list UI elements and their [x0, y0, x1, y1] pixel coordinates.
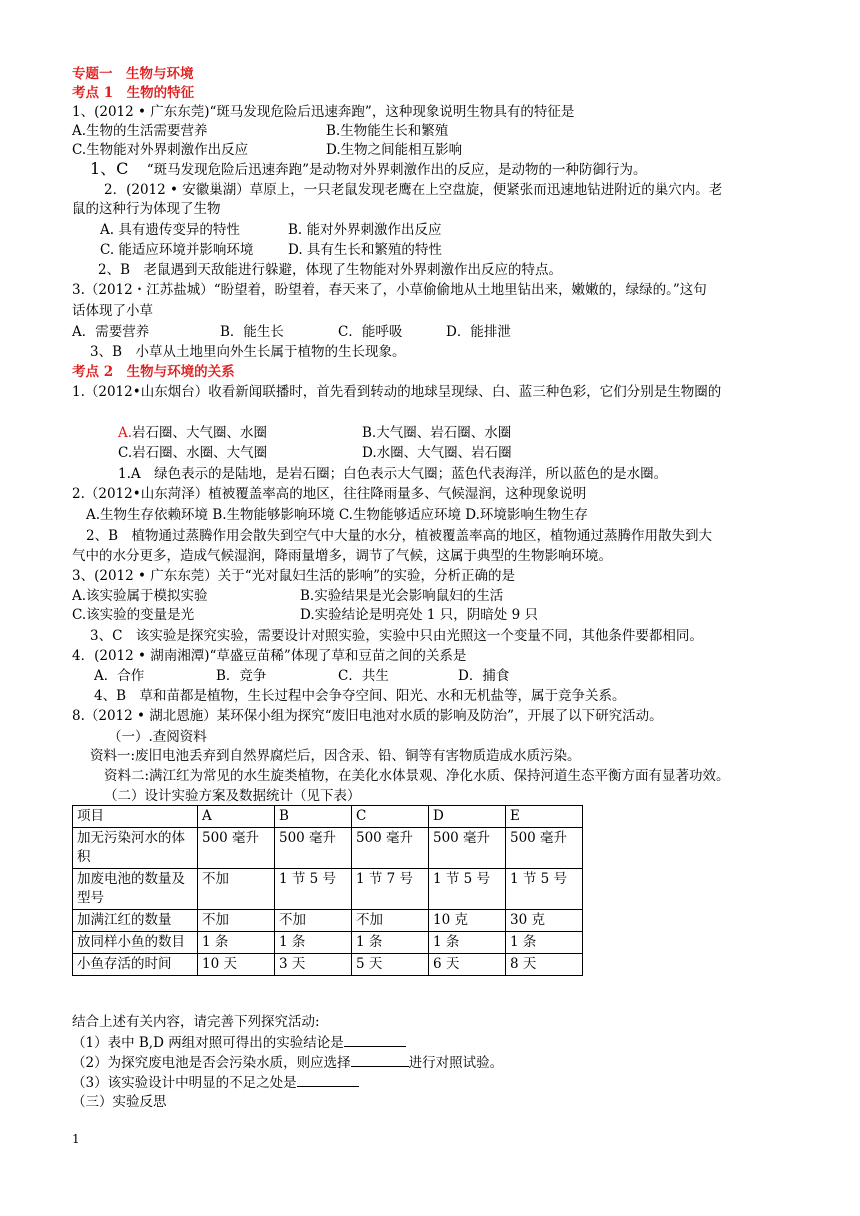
table-cell: 小鱼存活的时间 — [73, 954, 198, 976]
table-header-cell: D — [429, 806, 506, 828]
q6-answer: 3、C 该实验是探究实验，需要设计对照实验，实验中只由光照这一个变量不同，其他条件要都相同。 — [90, 628, 703, 644]
q3-option-a: A．需要营养 — [72, 324, 150, 340]
q8-sub-question-1 — [72, 1032, 406, 1053]
q1-answer-number: 1、C — [90, 159, 129, 178]
q4-stem: 1.（2012•山东烟台）收看新闻联播时，首先看到转动的地球呈现绿、白、蓝三种色彩，它们分别是生物圈的 — [72, 384, 722, 400]
table-cell: 加满江红的数量 — [73, 910, 198, 932]
q2-stem-1: 2．(2012 • 安徽巢湖）草原上，一只老鼠发现老鹰在上空盘旋，便紧张而迅速地钻进附近的巢穴内。老 — [104, 182, 723, 198]
q8-part-2: （二）设计实验方案及数据统计（见下表） — [104, 788, 361, 804]
q1-option-d: D.生物之间能相互影响 — [326, 142, 463, 158]
answer-blank-3[interactable] — [297, 1072, 359, 1087]
table-cell: 8 天 — [506, 954, 583, 976]
table-row — [73, 910, 583, 932]
table-cell: 500 毫升 — [352, 828, 429, 869]
page-number: 1 — [72, 1132, 80, 1146]
q2-option-b: B. 能对外界刺激作出反应 — [288, 222, 442, 238]
table-cell: 500 毫升 — [198, 828, 275, 869]
table-header-cell: 项目 — [73, 806, 198, 828]
q1-answer-text: “斑马发现危险后迅速奔跑”是动物对外界刺激作出的反应，是动物的一种防御行为。 — [146, 162, 647, 178]
q8-sub-question-1-text: （1）表中 B,D 两组对照可得出的实验结论是 — [72, 1035, 344, 1051]
q8-sub-question-3 — [72, 1072, 359, 1093]
table-cell: 1 节 5 号 — [429, 869, 506, 910]
q6-option-b: B.实验结果是光会影响鼠妇的生活 — [300, 588, 504, 604]
q8-sub-question-2-tail: 进行对照试验。 — [408, 1055, 504, 1071]
q7-option-a: A．合作 — [94, 668, 145, 684]
q5-options: A.生物生存依赖环境 B.生物能够影响环境 C.生物能够适应环境 D.环境影响生物生存 — [86, 507, 588, 523]
table-cell: 1 节 5 号 — [275, 869, 352, 910]
q4-option-a — [118, 423, 267, 443]
q3-stem-1: 3.（2012・江苏盐城）“盼望着，盼望着，春天来了，小草偷偷地从土地里钻出来，嫩嫩的，绿绿的。”这句 — [72, 282, 707, 298]
q6-option-d: D.实验结论是明亮处 1 只，阴暗处 9 只 — [300, 607, 538, 623]
table-cell: 1 条 — [275, 932, 352, 954]
q2-option-a: A. 具有遗传变异的特性 — [100, 222, 240, 238]
table-cell: 500 毫升 — [275, 828, 352, 869]
q3-stem-2: 话体现了小草 — [72, 303, 153, 319]
table-header-cell: B — [275, 806, 352, 828]
table-row — [73, 828, 583, 869]
table-cell: 加废电池的数量及型号 — [73, 869, 198, 910]
q8-part-3: （三）实验反思 — [72, 1094, 167, 1110]
q1-stem: 1、(2012 • 广东东莞)“斑马发现危险后迅速奔跑”，这种现象说明生物具有的特征是 — [72, 104, 575, 120]
q4-option-b: B.大气圈、岩石圈、水圈 — [362, 425, 512, 441]
table-row — [73, 932, 583, 954]
table-cell: 3 天 — [275, 954, 352, 976]
q5-answer-2: 气中的水分更多，造成气候湿润，降雨量增多，调节了气候，这属于典型的生物影响环境。 — [72, 548, 612, 564]
table-row — [73, 869, 583, 910]
table-cell: 1 节 7 号 — [352, 869, 429, 910]
q8-material-2: 资料二:满江红为常见的水生旋类植物，在美化水体景观、净化水质、保持河道生态平衡方面有显著功效。 — [104, 768, 730, 784]
table-cell: 10 克 — [429, 910, 506, 932]
table-cell: 不加 — [352, 910, 429, 932]
q8-stem: 8.（2012 • 湖北恩施）某环保小组为探究“废旧电池对水质的影响及防治”，开展了以下研究活动。 — [72, 708, 663, 724]
section-heading-2: 考点 2 生物与环境的关系 — [72, 364, 235, 380]
section-heading-1: 考点 1 生物的特征 — [72, 85, 195, 101]
q3-option-b: B．能生长 — [220, 324, 284, 340]
table-cell: 不加 — [198, 910, 275, 932]
table-cell: 1 条 — [506, 932, 583, 954]
table-cell: 10 天 — [198, 954, 275, 976]
q7-option-c: C．共生 — [338, 668, 389, 684]
q2-option-d: D. 具有生长和繁殖的特性 — [288, 242, 442, 258]
q1-option-a: A.生物的生活需要营养 — [72, 123, 208, 139]
q6-option-a: A.该实验属于模拟实验 — [72, 588, 208, 604]
q6-stem: 3、(2012 • 广东东莞）关于“光对鼠妇生活的影响”的实验，分析正确的是 — [72, 568, 516, 584]
q8-sub-question-3-text: （3）该实验设计中明显的不足之处是 — [72, 1075, 297, 1091]
q5-stem: 2.（2012•山东菏泽）植被覆盖率高的地区，往往降雨量多、气候湿润，这种现象说明 — [72, 486, 587, 502]
table-header-cell: C — [352, 806, 429, 828]
q3-answer: 3、B 小草从土地里向外生长属于植物的生长现象。 — [90, 344, 406, 360]
experiment-table — [72, 805, 583, 976]
table-cell: 1 条 — [198, 932, 275, 954]
q2-option-c: C. 能适应环境并影响环境 — [100, 242, 254, 258]
table-header-cell: E — [506, 806, 583, 828]
q8-sub-question-2 — [72, 1052, 503, 1073]
table-cell: 加无污染河水的体积 — [73, 828, 198, 869]
table-row — [73, 954, 583, 976]
table-cell: 500 毫升 — [429, 828, 506, 869]
q4-option-a-text: 岩石圈、大气圈、水圈 — [132, 425, 268, 441]
q4-option-c: C.岩石圈、水圈、大气圈 — [118, 445, 268, 461]
table-cell: 5 天 — [352, 954, 429, 976]
q4-answer: 1.A 绿色表示的是陆地，是岩石圈；白色表示大气圈；蓝色代表海洋，所以蓝色的是水圈。 — [118, 466, 668, 482]
table-cell: 不加 — [198, 869, 275, 910]
page-title: 专题一 生物与环境 — [72, 66, 194, 82]
table-cell: 1 节 5 号 — [506, 869, 583, 910]
answer-blank-2[interactable] — [351, 1052, 409, 1067]
q3-option-d: D．能排泄 — [446, 324, 511, 340]
q1-answer — [90, 159, 647, 180]
table-cell: 30 克 — [506, 910, 583, 932]
q4-option-d: D.水圈、大气圈、岩石圈 — [362, 445, 512, 461]
q8-sub-question-2-text: （2）为探究废电池是否会污染水质，则应选择 — [72, 1055, 351, 1071]
table-cell: 不加 — [275, 910, 352, 932]
q2-answer: 2、B 老鼠遇到天敌能进行躲避，体现了生物能对外界刺激作出反应的特点。 — [98, 262, 563, 278]
q1-option-c: C.生物能对外界刺激作出反应 — [72, 142, 249, 158]
table-cell: 放同样小鱼的数目 — [73, 932, 198, 954]
q7-answer: 4、B 草和苗都是植物，生长过程中会争夺空间、阳光、水和无机盐等，属于竞争关系。 — [94, 688, 626, 704]
q8-part-1: （一）.查阅资料 — [108, 729, 207, 745]
q8-lead: 结合上述有关内容，请完善下列探究活动: — [72, 1014, 320, 1030]
answer-blank-1[interactable] — [344, 1032, 406, 1047]
q6-option-c: C.该实验的变量是光 — [72, 607, 195, 623]
table-cell: 1 条 — [429, 932, 506, 954]
q7-option-d: D．捕食 — [458, 668, 510, 684]
q7-option-b: B．竞争 — [216, 668, 267, 684]
q1-option-b: B.生物能生长和繁殖 — [326, 123, 449, 139]
table-cell: 1 条 — [352, 932, 429, 954]
q3-option-c: C．能呼吸 — [338, 324, 403, 340]
table-header-cell: A — [198, 806, 275, 828]
table-header-row — [73, 806, 583, 828]
q2-stem-2: 鼠的这种行为体现了生物 — [72, 201, 221, 217]
table-cell: 500 毫升 — [506, 828, 583, 869]
q8-material-1: 资料一:废旧电池丢弃到自然界腐烂后，因含汞、铅、铜等有害物质造成水质污染。 — [90, 748, 581, 764]
table-cell: 6 天 — [429, 954, 506, 976]
q7-stem: 4．(2012 • 湖南湘潭)“草盛豆苗稀”体现了草和豆苗之间的关系是 — [72, 648, 467, 664]
q4-option-a-letter: A. — [118, 425, 133, 441]
q5-answer-1: 2、B 植物通过蒸腾作用会散失到空气中大量的水分，植被覆盖率高的地区，植物通过蒸腾作用散失到大 — [86, 528, 713, 544]
